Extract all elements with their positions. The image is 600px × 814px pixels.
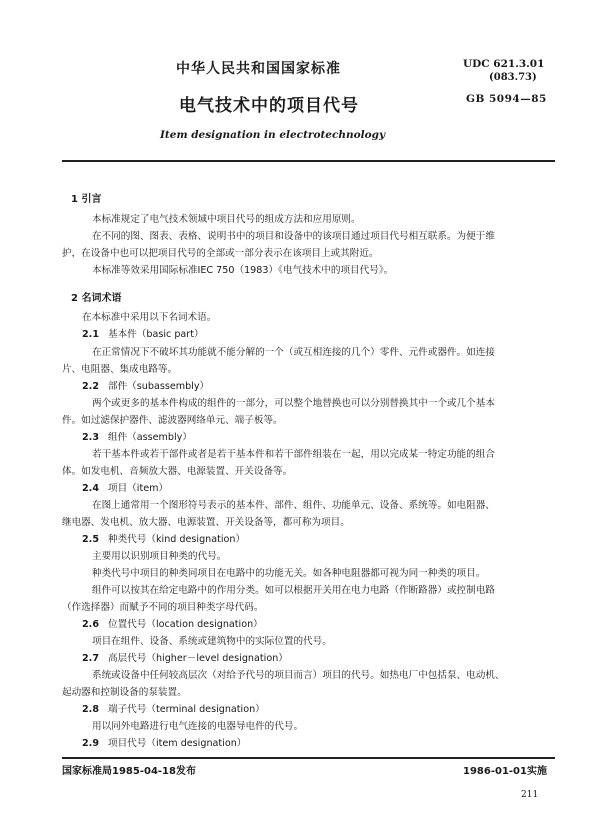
paragraph: 用以同外电路进行电气连接的电器导电件的代号。 [92, 721, 304, 732]
paragraph: 组件可以按其在给定电路中的作用分类。如可以根据开关用在电力电路（作断路器）或控制电路 [92, 585, 495, 596]
paragraph: 本标准规定了电气技术领域中项目代号的组成方法和应用原则。 [92, 214, 361, 225]
term-number: 2.5 [82, 534, 99, 545]
term-title: 组件（assembly） [108, 432, 192, 443]
paragraph: 若干基本件或若干部件或者是若干基本件和若干部件组装在一起，用以完成某一特定功能的组合 [92, 449, 495, 460]
section-heading: 2 名词术语 [71, 293, 122, 304]
section-heading: 1 引言 [71, 194, 102, 205]
term-number: 2.4 [82, 483, 99, 494]
term-heading [82, 480, 168, 494]
page-number: 211 [521, 790, 539, 800]
term-heading [82, 429, 192, 443]
paragraph: 护，在设备中也可以把项目代号的全部或一部分表示在该项目上或其附近。 [62, 248, 379, 259]
paragraph: 起动器和控制设备的泵装置。 [62, 687, 187, 698]
term-heading [82, 326, 204, 340]
udc-code-sub: (083.73) [489, 72, 537, 83]
term-title: 部件（subassembly） [108, 381, 210, 392]
term-title: 基本件（basic part） [108, 329, 204, 340]
term-number: 2.8 [82, 704, 99, 715]
term-heading [82, 616, 263, 630]
udc-code: UDC 621.3.01 [463, 58, 545, 70]
document-title: 电气技术中的项目代号 [179, 96, 359, 116]
paragraph: （作选择器）而赋予不同的项目种类字母代码。 [62, 602, 264, 613]
term-title: 高层代号（higher－level designation） [108, 653, 288, 664]
issue-date: 国家标准局1985-04-18发布 [62, 766, 196, 777]
term-number: 2.2 [82, 381, 99, 392]
paragraph: 系统或设备中任何较高层次（对给予代号的项目而言）项目的代号。如热电厂中包括泵、电动机、 [92, 670, 505, 681]
paragraph: 主要用以识别项目种类的代号。 [92, 551, 227, 562]
term-number: 2.6 [82, 619, 99, 630]
term-number: 2.7 [82, 653, 99, 664]
paragraph: 项目在组件、设备、系统或建筑物中的实际位置的代号。 [92, 636, 332, 647]
term-heading [82, 701, 265, 715]
paragraph: 种类代号中项目的种类同项目在电路中的功能无关。如各种电阻器都可视为同一种类的项目。 [92, 568, 486, 579]
term-number: 2.3 [82, 432, 99, 443]
paragraph: 体。如发电机、音频放大器、电源装置、开关设备等。 [62, 466, 293, 477]
paragraph: 在不同的图、图表、表格、说明书中的项目和设备中的该项目通过项目代号相互联系。为便于维 [92, 231, 495, 242]
term-title: 项目（item） [108, 483, 169, 494]
standard-number: GB 5094—85 [466, 93, 547, 105]
paragraph: 片、电阻器、集成电路等。 [62, 364, 178, 375]
document-title-en: Item designation in electrotechnology [160, 129, 386, 141]
paragraph: 继电器、发电机、放大器、电源装置、开关设备等，都可称为项目。 [62, 517, 350, 528]
term-number: 2.1 [82, 329, 99, 340]
term-heading [82, 531, 245, 545]
term-number: 2.9 [82, 738, 99, 749]
header-rule [62, 160, 555, 162]
paragraph: 件。如过滤保护器件、滤波器网络单元、端子板等。 [62, 415, 283, 426]
term-title: 位置代号（location designation） [108, 619, 263, 630]
term-title: 种类代号（kind designation） [108, 534, 246, 545]
term-heading [82, 735, 246, 749]
footer-rule [62, 757, 555, 759]
paragraph: 本标准等效采用国际标准IEC 750（1983）《电气技术中的项目代号》。 [92, 265, 394, 276]
term-title: 端子代号（terminal designation） [108, 704, 265, 715]
term-heading [82, 378, 209, 392]
effective-date: 1986-01-01实施 [463, 766, 547, 777]
term-title: 项目代号（item designation） [108, 738, 247, 749]
paragraph: 在正常情况下不破坏其功能就不能分解的一个（或互相连接的几个）零件、元件或器件。如连接 [92, 347, 495, 358]
term-heading [82, 650, 288, 664]
paragraph: 两个或更多的基本件构成的组件的一部分，可以整个地替换也可以分别替换其中一个或几个基本 [92, 398, 495, 409]
paragraph: 在本标准中采用以下名词术语。 [82, 312, 217, 323]
paragraph: 在图上通常用一个图形符号表示的基本件、部件、组件、功能单元、设备、系统等。如电阻器、 [92, 500, 495, 511]
issuing-body: 中华人民共和国国家标准 [176, 61, 341, 77]
